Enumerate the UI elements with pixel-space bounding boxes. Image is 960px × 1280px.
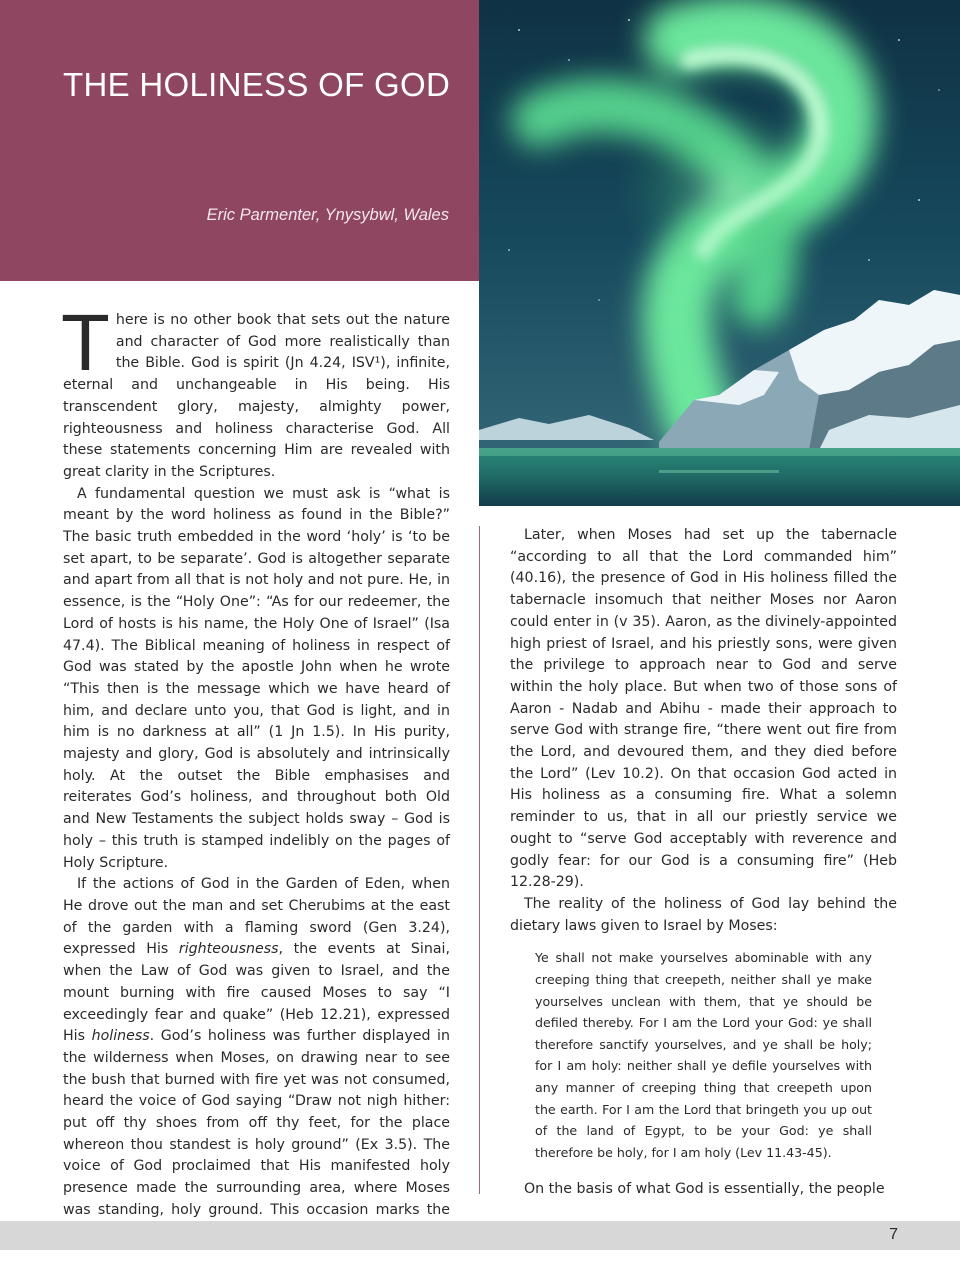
body-text: , the events at Sinai, when the Law of God was given to Israel, and the mount burning with fire caused Moses to say “I exceedingly fear and quake” (Heb 12.21), expressed His bbox=[63, 941, 450, 1045]
article-column-right bbox=[510, 525, 897, 1201]
intro-text: here is no other book that sets out the nature and character of God more realistically than the Bible. God is spirit (Jn 4.24, ISV¹), infinite, eternal and unchangeable in His being. His transcendent glory, majesty, almighty power, righteousness and holiness characterise God. All these statements concerning Him are revealed with great clarity in the Scriptures. bbox=[63, 312, 450, 480]
body-paragraph: The reality of the holiness of God lay behind the dietary laws given to Israel by Moses: bbox=[510, 895, 897, 934]
body-text: If the actions of God in the Garden of Eden, when He drove out the man and set Cherubims at the east of the garden with a flaming sword (Gen 3.24), expressed His bbox=[63, 876, 450, 958]
article-byline: Eric Parmenter, Ynysybwl, Wales bbox=[206, 206, 449, 224]
emphasis-text: righteousness bbox=[178, 941, 279, 958]
body-text: . God’s holiness was further displayed in the wilderness when Moses, on drawing near to see the bush that burned with fire yet was not consumed, heard the voice of God saying “Draw not nigh hither: put off thy shoes from off thy feet, for the place whereon thou standest is holy ground” (Ex 3.5). The voice of God proclaimed that His manifested holy presence made the surrounding area, where Moses was standing, holy ground. This occasion marks the bbox=[63, 1028, 450, 1218]
column-divider bbox=[479, 526, 480, 1194]
body-paragraph: A fundamental question we must ask is “what is meant by the word holiness as found in the Bible?” The basic truth embedded in the word ‘holy’ is ‘to be set apart, to be separate’. God is altogether separate and apart from all that is not holy and not pure. He, in essence, is the “Holy One”: “As for our redeemer, the Lord of hosts is his name, the Holy One of Israel” (Isa 47.4). The Biblical meaning of holiness in respect of God was stated by the apostle John when he wrote “This then is the message which we have heard of him, and declare unto you, that God is light, and in him is no darkness at all” (1 Jn 1.5). In His purity, majesty and glory, God is absolutely and intrinsically holy. At the outset the Bible emphasises and reiterates God’s holiness, and throughout both Old and New Testaments the subject holds sway – God is holy – this truth is stamped indelibly on the pages of Holy Scripture. bbox=[63, 485, 450, 871]
aurora-landscape-photo bbox=[479, 0, 960, 506]
body-paragraph: Later, when Moses had set up the tabernacle “according to all that the Lord commanded him” (40.16), the presence of God in His holiness filled the tabernacle insomuch that neither Moses nor Aaron could enter in (v 35). Aaron, as the divinely-appointed high priest of Israel, and his priestly sons, were given the privilege to approach near to God and serve within the holy place. But when two of those sons of Aaron - Nadab and Abihu - made their approach to serve God with strange fire, “there went out fire from the Lord, and devoured them, and they died before the Lord” (Lev 10.2). On that occasion God acted in His holiness as a consuming fire. What a solemn reminder to us, that in all our priestly service we ought to “serve God acceptably with reverence and godly fear: for our God is a consuming fire” (Heb 12.28-29). bbox=[510, 527, 897, 891]
scripture-quote: Ye shall not make yourselves abominable with any creeping thing that creepeth, neither shall ye make yourselves unclean with them, that ye should be defiled thereby. For I am the Lord your God: ye shall therefore sanctify yourselves, and ye shall be holy; for I am holy: neither shall ye defile yourselves with any manner of creeping thing that creepeth upon the earth. For I am the Lord that bringeth you up out of the land of Egypt, to be your God: ye shall therefore be holy, for I am holy (Lev 11.43-45). bbox=[535, 950, 872, 1160]
intro-paragraph bbox=[61, 298, 450, 484]
article-title: THE HOLINESS OF GOD bbox=[63, 66, 451, 103]
emphasis-text: holiness bbox=[91, 1028, 150, 1045]
body-paragraph bbox=[63, 874, 450, 1243]
footer-bar bbox=[0, 1221, 960, 1250]
body-paragraph: On the basis of what God is essentially, the people bbox=[524, 1181, 885, 1198]
article-column-left bbox=[61, 298, 450, 1243]
title-block bbox=[0, 0, 479, 281]
page-number: 7 bbox=[889, 1226, 898, 1243]
drop-cap: T bbox=[61, 298, 110, 387]
